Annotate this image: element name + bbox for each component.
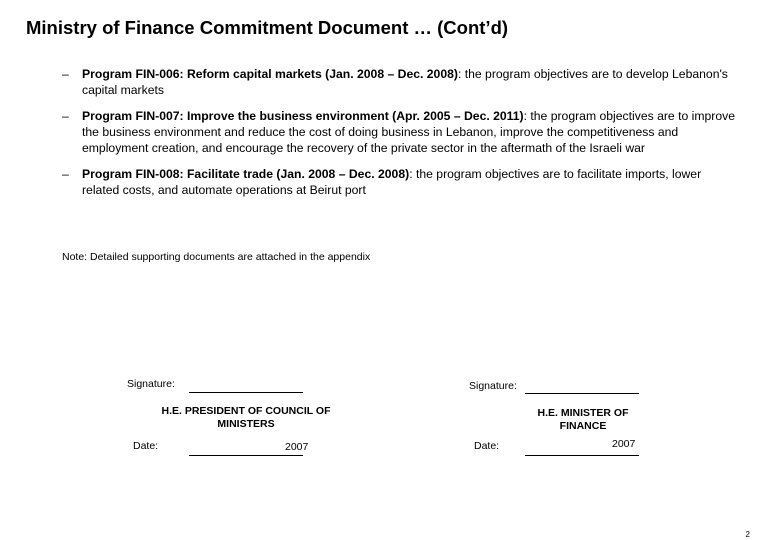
program-item-fin-007 <box>62 108 738 156</box>
signature-label-right: Signature: <box>469 380 517 392</box>
date-line-right <box>525 455 639 456</box>
bullet-dash: – <box>62 109 69 123</box>
signature-line-left <box>189 392 303 393</box>
page-title: Ministry of Finance Commitment Document … (Cont’d) <box>26 17 509 38</box>
date-year-left: 2007 <box>285 441 309 453</box>
signature-label-left: Signature: <box>127 378 175 390</box>
program-description: : the program objectives are to improve the business environment and reduce the cost of doing business in Lebanon, improve the competitiveness and employment creation, and encourage the recovery of the private sector in the aftermath of the Israeli war <box>82 109 735 155</box>
date-year-right: 2007 <box>612 438 636 450</box>
appendix-note: Note: Detailed supporting documents are attached in the appendix <box>62 251 371 263</box>
program-heading: Program FIN-007: Improve the business environment (Apr. 2005 – Dec. 2011) <box>82 109 524 123</box>
program-list <box>62 66 738 208</box>
program-item-fin-006 <box>62 66 738 98</box>
program-item-fin-008 <box>62 166 738 198</box>
date-label-right: Date: <box>474 440 500 452</box>
bullet-dash: – <box>62 167 69 181</box>
officer-title-left: H.E. PRESIDENT OF COUNCIL OF MINISTERS <box>161 405 331 430</box>
page-number: 2 <box>745 530 750 539</box>
program-heading: Program FIN-008: Facilitate trade (Jan. 2008 – Dec. 2008) <box>82 167 410 181</box>
program-heading: Program FIN-006: Reform capital markets (Jan. 2008 – Dec. 2008) <box>82 67 458 81</box>
program-description: : the program objectives are to facilitate imports, lower related costs, and automate operations at Beirut port <box>82 167 702 197</box>
signature-line-right <box>525 393 639 394</box>
officer-title-right: H.E. MINISTER OF FINANCE <box>537 407 629 432</box>
date-line-left <box>189 455 303 456</box>
program-description: : the program objectives are to develop Lebanon's capital markets <box>82 67 728 97</box>
bullet-dash: – <box>62 67 69 81</box>
date-label-left: Date: <box>133 440 159 452</box>
